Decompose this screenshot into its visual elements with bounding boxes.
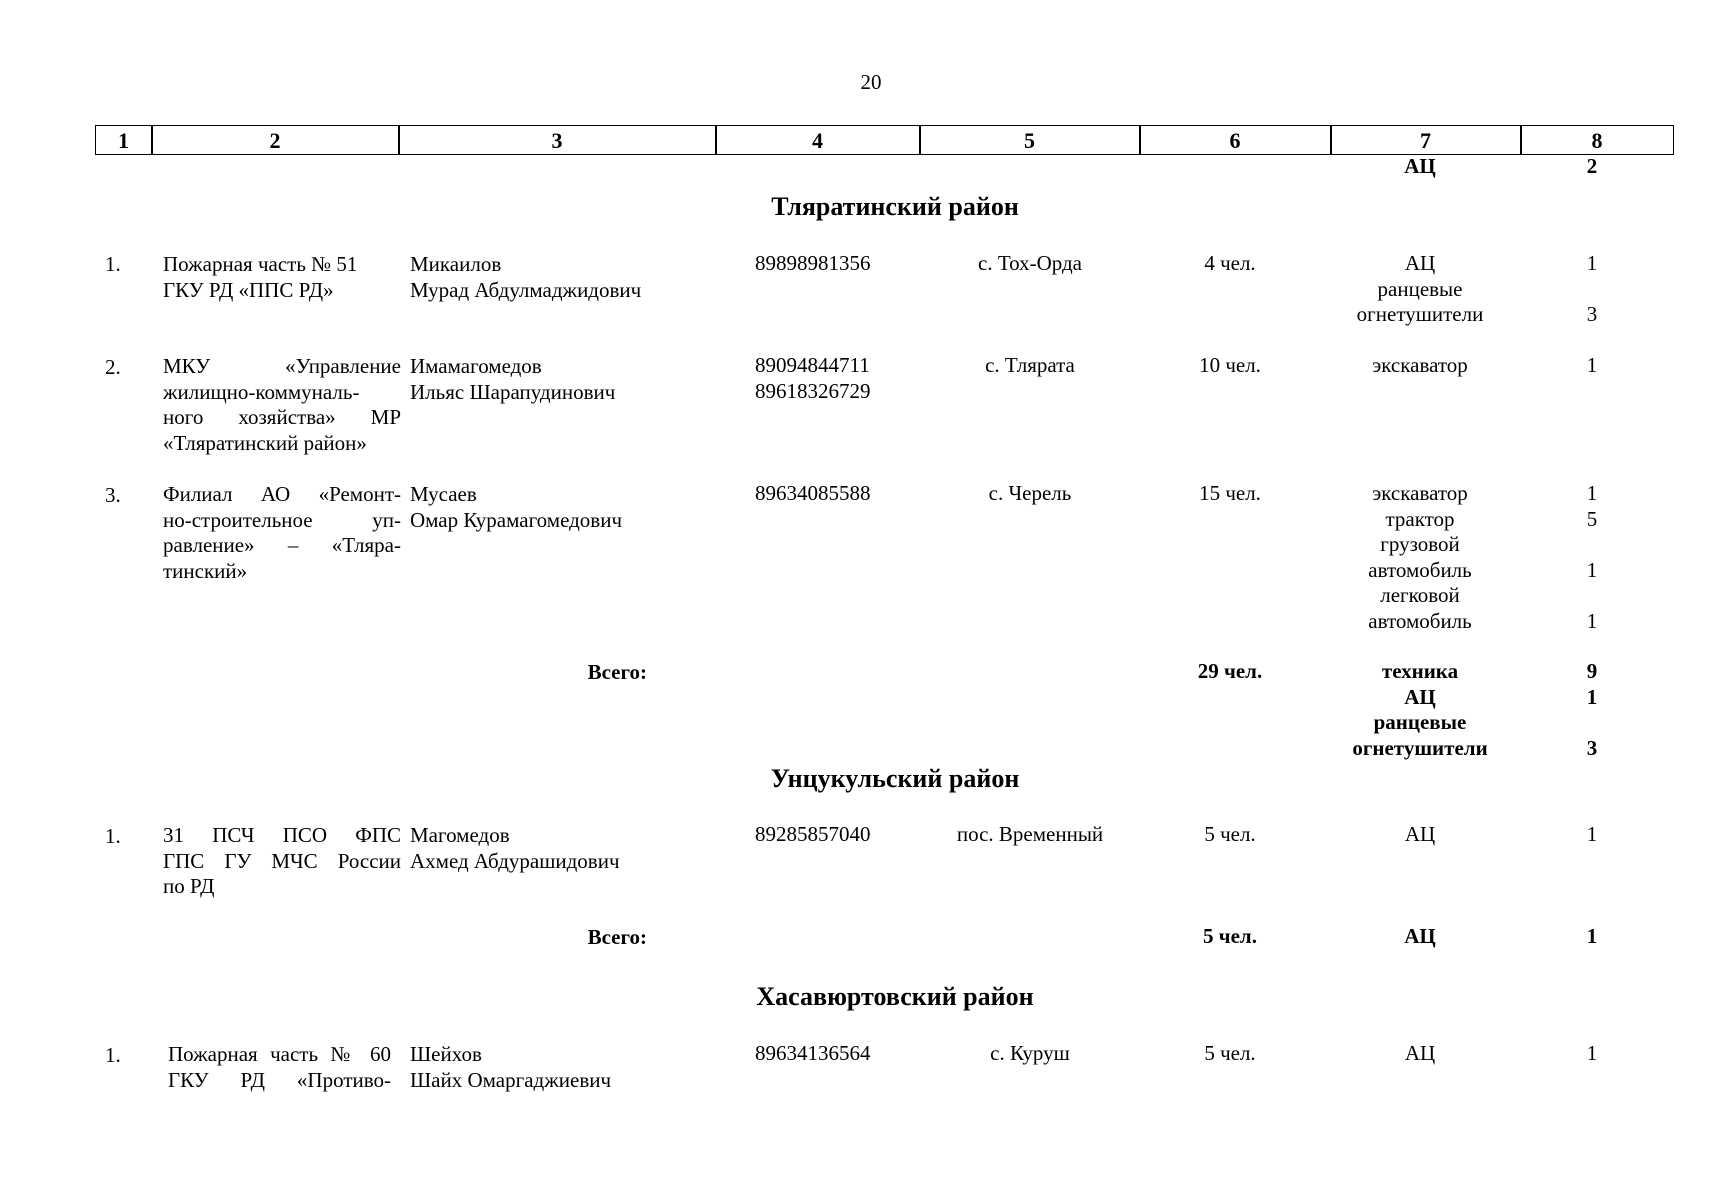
equipment-count-cell	[1562, 481, 1622, 634]
equipment-count-cell	[1562, 353, 1622, 378]
equipment-cell	[1330, 481, 1510, 634]
equipment-count: 1	[1586, 1041, 1598, 1065]
person-name: Мурад Абдулмаджидович	[410, 277, 642, 302]
equipment-count: 1	[1586, 251, 1598, 275]
location-cell: с. Куруш	[990, 1041, 1070, 1065]
carry-over-count: 2	[1586, 154, 1598, 178]
equipment-item: АЦ	[1404, 822, 1436, 846]
equipment-item: экскаватор	[1372, 481, 1468, 505]
equipment-count: 1	[1586, 557, 1598, 582]
equipment-item: ранцевые	[1377, 276, 1463, 301]
location-cell: с. Тлярата	[985, 353, 1075, 377]
equipment-item: грузовой	[1380, 532, 1460, 556]
phone-number: 89898981356	[755, 251, 871, 275]
phone-cell	[755, 1041, 905, 1066]
person-surname: Имамагомедов	[410, 354, 542, 378]
total-equipment-item: АЦ	[1404, 924, 1436, 948]
row-number: 3.	[105, 483, 121, 507]
equipment-cell	[1330, 1041, 1510, 1066]
total-equipment-item: техника	[1381, 659, 1459, 683]
responsible-person-cell	[410, 252, 710, 303]
phone-cell	[755, 353, 905, 404]
total-count-cell	[1562, 924, 1622, 949]
phone-cell	[755, 822, 905, 847]
equipment-item: огнетушители	[1356, 302, 1484, 326]
equipment-count: 5	[1586, 506, 1598, 531]
equipment-cell	[1330, 822, 1510, 847]
equipment-count: 3	[1586, 302, 1598, 326]
organization-line: но-строительное уп-	[163, 507, 401, 532]
phone-number: 89094844711	[755, 353, 870, 377]
person-name: Омар Курамагомедович	[410, 507, 623, 532]
equipment-cell	[1330, 353, 1510, 378]
equipment-item: АЦ	[1404, 251, 1436, 275]
organization-cell	[163, 823, 401, 900]
equipment-count: 1	[1586, 353, 1598, 377]
person-name: Шайх Омаргаджиевич	[410, 1067, 612, 1092]
responsible-person-cell	[410, 482, 710, 533]
header-col-6: 6	[1229, 128, 1241, 153]
equipment-count-cell	[1562, 251, 1622, 328]
person-surname: Магомедов	[410, 823, 510, 847]
total-count: 1	[1586, 684, 1598, 709]
total-equipment-item: АЦ	[1404, 684, 1436, 709]
organization-cell	[163, 482, 401, 584]
person-surname: Шейхов	[410, 1042, 482, 1066]
organization-line: Филиал АО «Ремонт-	[163, 482, 401, 506]
total-count: 3	[1586, 735, 1598, 760]
organization-cell	[163, 252, 401, 303]
phone-cell	[755, 251, 905, 277]
total-label: Всего:	[587, 660, 647, 684]
organization-line: «Тляратинский район»	[163, 430, 367, 455]
phone-number: 89618326729	[755, 378, 871, 403]
equipment-count: 1	[1586, 822, 1598, 846]
equipment-item: автомобиль	[1368, 608, 1472, 633]
equipment-item: трактор	[1385, 506, 1455, 531]
header-col-1: 1	[118, 128, 129, 153]
organization-line: равление» – «Тляра-	[163, 533, 401, 557]
location-cell: с. Тох-Орда	[978, 251, 1082, 275]
organization-line: по РД	[163, 874, 215, 898]
equipment-item: автомобиль	[1368, 557, 1472, 582]
organization-cell	[168, 1042, 391, 1093]
phone-number: 89285857040	[755, 822, 871, 846]
header-col-7: 7	[1420, 128, 1431, 153]
header-col-8: 8	[1591, 128, 1603, 153]
staff-count-cell: 4 чел.	[1204, 251, 1256, 275]
total-equipment-item: ранцевые	[1373, 710, 1467, 734]
total-equipment-cell	[1330, 924, 1510, 949]
staff-count-cell: 10 чел.	[1199, 353, 1261, 377]
total-label: Всего:	[587, 925, 647, 949]
district-title: Хасавюртовский район	[756, 982, 1034, 1011]
organization-line: ГКУ РД «Противо-	[168, 1067, 391, 1092]
total-count-cell	[1562, 659, 1622, 761]
staff-count-cell: 5 чел.	[1204, 822, 1256, 846]
organization-line: ГПС ГУ МЧС России	[163, 848, 401, 873]
organization-line: жилищно-коммуналь-	[163, 379, 360, 404]
carry-over-equipment: АЦ	[1404, 154, 1436, 178]
equipment-count: 1	[1586, 608, 1598, 633]
equipment-count	[1562, 532, 1622, 558]
responsible-person-cell	[410, 354, 710, 405]
phone-number: 89634136564	[755, 1041, 871, 1065]
phone-cell	[755, 481, 905, 506]
equipment-count-cell	[1562, 1041, 1622, 1066]
organization-line: МКУ «Управление	[163, 354, 401, 378]
district-title: Тляратинский район	[771, 192, 1019, 221]
location-cell: пос. Временный	[956, 822, 1104, 846]
organization-cell	[163, 354, 401, 456]
person-surname: Микаилов	[410, 252, 502, 276]
person-surname: Мусаев	[410, 482, 477, 506]
person-name: Ильяс Шарапудинович	[410, 379, 616, 404]
organization-line: ГКУ РД «ППС РД»	[163, 277, 334, 302]
row-number: 1.	[105, 1043, 121, 1067]
equipment-item: экскаватор	[1372, 353, 1468, 377]
total-staff: 5 чел.	[1203, 924, 1257, 948]
equipment-count: 1	[1586, 481, 1598, 505]
header-col-3: 3	[551, 128, 563, 153]
equipment-item: АЦ	[1404, 1041, 1436, 1065]
total-equipment-cell	[1330, 659, 1510, 761]
column-header-row	[95, 125, 1674, 155]
equipment-count-cell	[1562, 822, 1622, 847]
row-number: 1.	[105, 252, 121, 276]
header-col-5: 5	[1024, 128, 1035, 153]
total-count: 9	[1586, 659, 1598, 683]
equipment-cell	[1330, 251, 1510, 328]
phone-number: 89634085588	[755, 481, 871, 505]
row-number: 2.	[105, 355, 121, 379]
responsible-person-cell	[410, 1042, 710, 1093]
organization-line: Пожарная часть № 51	[163, 252, 358, 276]
equipment-item: легковой	[1380, 583, 1460, 607]
header-col-4: 4	[812, 128, 823, 153]
page-number: 20	[860, 70, 882, 94]
location-cell: с. Черель	[988, 481, 1072, 505]
row-number: 1.	[105, 824, 121, 848]
organization-line: 31 ПСЧ ПСО ФПС	[163, 823, 401, 847]
total-equipment-item: огнетушители	[1352, 735, 1488, 760]
total-count	[1562, 710, 1622, 736]
total-count: 1	[1586, 924, 1598, 948]
staff-count-cell: 5 чел.	[1204, 1041, 1256, 1065]
organization-line: Пожарная часть № 60	[168, 1042, 391, 1066]
person-name: Ахмед Абдурашидович	[410, 848, 620, 873]
organization-line: ного хозяйства» МР	[163, 405, 401, 429]
organization-line: тинский»	[163, 558, 248, 583]
responsible-person-cell	[410, 823, 710, 874]
total-staff: 29 чел.	[1197, 659, 1263, 683]
staff-count-cell: 15 чел.	[1199, 481, 1261, 505]
equipment-count	[1562, 583, 1622, 609]
header-col-2: 2	[269, 128, 281, 153]
equipment-count	[1562, 277, 1622, 303]
district-title: Унцукульский район	[770, 764, 1020, 793]
